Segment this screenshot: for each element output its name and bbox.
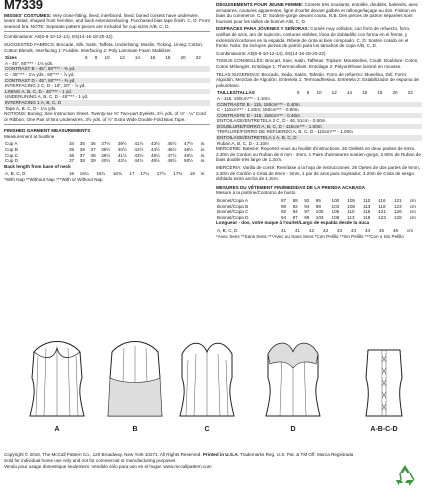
copyright: Copyright © 2016, The McCall Pattern Co., 120 Broadway, New York 10271. All Rights Reserved.: [4, 452, 202, 457]
back-length-label: A, B, C, D: [217, 227, 238, 233]
back-length-cell: 17¼: [140, 171, 150, 177]
trademarks: Trademarks Reg. U.S. Pat. & TM Off. Marca Registrada: [240, 452, 354, 457]
measure-cell: 41½: [134, 141, 144, 147]
measure-cell: 94: [304, 203, 310, 209]
size-cell: 8: [94, 55, 98, 61]
measure-cell: 40½: [117, 147, 127, 153]
size-cell: 10: [316, 90, 322, 96]
yardage-label: INTERFACING 1 A, B, C, D: [4, 100, 210, 106]
size-cell: 12: [119, 55, 125, 61]
measure-cell: 38: [90, 152, 96, 158]
measure-cell: 37: [69, 158, 75, 164]
measure-cell: 89: [292, 198, 298, 203]
corset-illustrations: [0, 338, 426, 433]
measure-unit: cm: [409, 203, 416, 209]
measure-cell: 34: [69, 141, 75, 147]
measure-cell: 40½: [101, 158, 111, 164]
notions-en: NOTIONS: Boning: See Instruction Sheet. Twenty-six ⅜" Two-part Eyelets, 2½ yds. of ⅛" - ¼" Cord or Ribbon, One Pair of Bra Underwires, 3½ yds. of ½" Extra Wide Double Fold Bias Tape.: [4, 111, 206, 122]
yardage-label: C - 115cm*** - 1.20m; 150cm*** - 0.80m: [217, 107, 299, 113]
description-en-title: MISSES' COSTUMES:: [4, 12, 52, 18]
view-label-a: A: [54, 426, 60, 433]
size-cell: 18: [165, 55, 171, 61]
measure-cell: 89: [281, 203, 287, 209]
measure-label: Bonnet/Copa D: [217, 214, 249, 220]
measure-cell: 42½: [134, 147, 144, 153]
measure-cell: 43½: [150, 141, 160, 147]
measure-label: Bonnet/Copa C: [217, 209, 249, 215]
back-length-title-fr: Longueur - dos, votre nuque à l'ourlet/Largo de espalda desde la nuca: [216, 220, 370, 226]
measure-unit: in.: [200, 152, 206, 158]
measure-cell: 113: [363, 203, 371, 209]
measure-cell: 103: [315, 214, 324, 220]
measure-cell: 43½: [134, 152, 144, 158]
yardage-label: Ruban A, B, C, D - 1.10m: [217, 140, 269, 146]
yardage-table-fr: [216, 90, 422, 146]
corset-view-b-drawing: [104, 338, 166, 424]
size-cell: 22: [407, 90, 413, 96]
back-length-unit: in.: [200, 171, 206, 177]
measure-cell: 105: [347, 198, 355, 203]
corset-view-a-drawing: [26, 338, 88, 424]
description-en: [4, 13, 210, 30]
view-label-back: A-B-C-D: [370, 426, 398, 433]
description-es-title: DISFRACES PARA JÓVENES Y SEÑORAS:: [216, 26, 310, 32]
measure-cell: 37: [90, 147, 96, 153]
measure-cell: 95: [315, 198, 321, 203]
size-cell: 6: [297, 90, 300, 96]
yardage-label: A - 115, 150cm*** - 1.10m: [217, 95, 270, 101]
description-es-body: Corsés muy ceñidos, con forro de refuerzo, forro, varillas de aros, aro de sujeción, costuras visibles, línea de dobladillo con forma en el frente, y extensión/cordones en la espalda. Ribete de cinta al bies comprado. C, D: Sostén cosido en el frente. Nota: Se incluyen piezas de patrón para los tamaños de copa A/B, C, D.: [216, 26, 411, 49]
back-length-cell: 44: [351, 227, 357, 233]
measure-label: Bonnet/Copa B: [217, 203, 249, 209]
measure-cell: 92: [292, 203, 298, 209]
pattern-number: M7339: [4, 0, 43, 12]
description-es: [216, 26, 422, 48]
back-length-unit: cm: [407, 227, 414, 233]
notions-fr: MERCERIE: Baleine: Reportez-vous au feuillet d'instructions. 26 Oeillets en deux parties de 6mm, 2.30m de Cordon ou Ruban de 6 mm - 3mm, 1 Paire d'armatures soutien-gorge, 2.60m de Ruban de biais double très large de 1.3cm.: [216, 146, 421, 163]
measure-cell: 39: [90, 158, 96, 164]
yardage-label: CONTRAST B - 45", 60"*** - ⅜ yd.: [4, 66, 210, 72]
view-label-c: C: [204, 426, 210, 433]
divider: [4, 31, 210, 32]
measure-cell: 37: [79, 152, 85, 158]
sizes-label: TAILLES/TALLAS: [217, 90, 255, 96]
yardage-label: LINING A, B, C, D - 45"*** - 1 yd.: [4, 89, 210, 95]
size-cell: 18: [377, 90, 383, 96]
pattern-number-row: [4, 2, 210, 11]
size-cell: 14: [346, 90, 352, 96]
measure-label: Bonnet/Copa A: [217, 198, 248, 203]
yardage-label: TRIPLURE/FORRO DE REFUERZO A, B, C, D - 115cm*** - 1.00m: [217, 129, 353, 135]
measure-cell: 42½: [117, 158, 127, 164]
measure-cell: 100: [331, 198, 340, 203]
measure-cell: 45½: [150, 152, 160, 158]
back-length-cell: 41: [295, 227, 301, 233]
measurements-title-en: FINISHED GARMENT MEASUREMENTS: [4, 128, 91, 134]
measure-cell: 49½: [184, 152, 193, 158]
back-length-cell: 18: [189, 171, 195, 177]
measure-cell: 123: [378, 214, 386, 220]
yardage-label: CONTRAST D - 45", 60"*** - ⅜ yd.: [4, 78, 210, 84]
measure-cell: 35: [69, 147, 75, 153]
yardage-label: ENTOILAGE/ENTRETELA 2 C, D - 46, 51cm - 0.50m: [217, 118, 326, 124]
back-length-label: A, B, C, D: [5, 171, 26, 177]
measure-cell: 36: [69, 152, 75, 158]
measure-cell: 37½: [101, 141, 111, 147]
right-column: [216, 2, 422, 241]
measure-cell: 38: [79, 158, 85, 164]
measure-cell: 48½: [184, 147, 193, 153]
notions-es: MERCERÍA: Varilla de corsé: Remítase a la hoja de instrucciones. 26 Ojetes de dos partes de 6mm, 2.30m de Cordón o Cinta de 6mm - 3mm, 1 par de aros para Sujetador, 3.20m de Cinta de sesgo doblado extra ancha de 1.3cm.: [216, 165, 420, 182]
made-in: Printed in U.S.A.: [202, 452, 239, 457]
measure-unit: in.: [200, 141, 206, 147]
yardage-label: Tape A, B, C, D - 1⅛ yds.: [5, 105, 57, 111]
measure-cell: 108: [347, 203, 355, 209]
measure-cell: 94: [292, 209, 298, 215]
measure-cell: 47½: [184, 141, 193, 147]
measure-cell: 36: [79, 147, 85, 153]
yardage-label: DOUBLURE/FORRO A, B, C, D - 115cm*** - 1.00m: [216, 124, 422, 130]
corset-view-back-drawing: [362, 338, 406, 424]
measure-cell: 97: [292, 214, 298, 220]
measure-unit: in.: [200, 158, 206, 164]
yardage-table-en: [4, 55, 210, 111]
measure-cell: 45½: [167, 141, 177, 147]
measure-cell: 121: [393, 198, 402, 203]
measurements-table-en: [4, 141, 210, 163]
back-length-cell: 42: [309, 227, 315, 233]
measure-cell: 92: [281, 209, 287, 215]
corset-view-d-drawing: [262, 338, 324, 424]
measure-cell: 100: [315, 209, 324, 215]
measure-cell: 46½: [150, 158, 160, 164]
footer-line-1: [4, 452, 364, 458]
footer: [4, 452, 364, 469]
measure-cell: 38½: [101, 147, 111, 153]
size-cell: 10: [104, 55, 110, 61]
measure-cell: 110: [347, 209, 355, 215]
nap-note-en: *With Nap **Without Nap ***With or Without Nap: [4, 177, 103, 183]
footer-line-2: Sold for individual home use only and not for commercial or manufacturing purposes.: [4, 457, 177, 463]
size-cell: 20: [180, 55, 186, 61]
measure-cell: 110: [363, 198, 371, 203]
view-label-d: D: [290, 426, 296, 433]
measure-unit: cm: [409, 209, 416, 215]
measurements-subtitle-en: Measurement at bustline: [4, 133, 55, 139]
size-cell: 14: [134, 55, 140, 61]
measure-cell: 98: [315, 203, 321, 209]
measure-cell: 128: [393, 214, 402, 220]
back-length-cell: 41: [281, 227, 287, 233]
recycle-icon: [392, 462, 418, 488]
back-length-title-en: Back length from base of neck: [4, 163, 71, 169]
suggested-fabrics-es: TELAS SUGERIDAS: Brocado, Seda, Satén, Tafetán. Forro de refuerzo: Muselina, Dril. Forro: Algodón, Mezclas de Algodón. Entretela 1: Termoadhesiva. Entretela 2: Estabilizador de espuma de poliuretano.: [216, 71, 419, 88]
size-cell: 6: [85, 55, 88, 61]
combinations-fr: Combinaisons: A5(6-8-10-12-14), E5(14-16-18-20-22): [216, 50, 326, 56]
measure-cell: 92: [304, 198, 310, 203]
measure-cell: 46½: [167, 147, 177, 153]
back-length-cell: 44: [365, 227, 371, 233]
measure-cell: 103: [331, 203, 340, 209]
back-length-cell: 43: [337, 227, 343, 233]
view-label-b: B: [132, 426, 138, 433]
measure-cell: 47½: [167, 152, 177, 158]
measurements-title-fr: MESURES DU VÊTEMENT FINI/MEDIDAS DE LA PRENDA ACABADA: [216, 184, 366, 190]
yardage-label: UNDERLINING A, B, C, D - 45"*** - 1 yd.: [5, 94, 89, 100]
combinations-en: Combinations: A5(6-8-10-12-14), E5(14-16-18-20-22): [4, 34, 113, 40]
description-fr: [216, 2, 422, 24]
yardage-label: C - 45"*** - 1⅛ yds.; 60"*** - ⅞ yd.: [5, 71, 75, 77]
measure-cell: 108: [331, 214, 340, 220]
measure-cell: 116: [378, 198, 386, 203]
measure-cell: 44½: [150, 147, 160, 153]
measure-unit: cm: [409, 214, 416, 220]
measure-cell: 126: [393, 209, 402, 215]
suggested-fabrics-fr: TISSUS CONSEILLÉS: Brocart, Soie, Satin, Taffetas. Triplure: Mousseline, Coutil. Doublure: Coton, Coton Mélangés. Entoilage 1: Thermocollant. Entoilage 2: Polyuréthane laminé en mousse.: [216, 58, 419, 69]
measure-label: Cup A: [5, 141, 18, 147]
back-length-cell: 16¼: [79, 171, 89, 177]
measurements-subtitle-fr: Mesure à la poitrine/Contorno de busto: [216, 190, 296, 196]
measure-cell: 50½: [184, 158, 193, 164]
size-cell: 16: [362, 90, 368, 96]
measure-cell: 116: [363, 209, 371, 215]
measure-label: Cup D: [5, 158, 19, 164]
yardage-label: CONTRASTE D - 115, 150cm*** - 0.40m: [216, 113, 422, 119]
size-cell: 16: [150, 55, 156, 61]
back-length-cell: 46: [393, 227, 399, 233]
measure-cell: 39½: [101, 152, 111, 158]
back-length-cell: 16: [69, 171, 75, 177]
yardage-label: A - 45", 60"*** - 1⅛ yds.: [5, 60, 54, 66]
back-length-cell: 17¾: [173, 171, 183, 177]
measure-cell: 39½: [117, 141, 127, 147]
back-length-cell: 17½: [156, 171, 166, 177]
measure-cell: 48½: [167, 158, 177, 164]
measurements-table-fr: [216, 198, 422, 220]
back-length-cell: 43: [323, 227, 329, 233]
measure-cell: 41½: [117, 152, 127, 158]
footer-line-3: Vendu pour usage domestique seulement. Vendido sólo para uso en el hogar. www.mccallpattern.com: [4, 463, 212, 469]
size-cell: 8: [306, 90, 310, 96]
back-length-cell: 45: [379, 227, 385, 233]
size-cell: 20: [392, 90, 398, 96]
suggested-fabrics-en: SUGGESTED FABRICS: Brocade, Silk, Satin, Taffeta. Underlining: Muslin, Ticking. Lining: Cotton, Cotton Blends. Interfacing 1: Fusible. Interfacing 2: Poly Laminate Foam Stabilizer.: [4, 41, 204, 53]
divider: [4, 124, 210, 125]
measure-cell: 118: [363, 214, 371, 220]
nap-note-fr: *Avec Sens **Sans Sens ***Avec ou Sans Sens *Con Pelillo **Sin Pelillo ***Con o Sin Pelillo: [216, 233, 404, 239]
measure-cell: 99: [304, 214, 310, 220]
measure-cell: 113: [347, 214, 355, 220]
yardage-label: ENTOILAGE/ENTRETELA 1 A, B, C, D: [216, 135, 422, 141]
description-en-body: Very close-fitting, lined, interfaced, lined, boned corsets have underwire, seam detail, shaped front hemline, and back extension/lacing. Purchased bias tape finish. C, D: Front seamed bra. NOTE: Separate pattern pieces are included for cup sizes A/B, C, D.: [4, 12, 210, 29]
yardage-label: CONTRASTE B - 115, 150cm*** - 0.40m: [216, 102, 422, 108]
measure-cell: 105: [331, 209, 340, 215]
back-length-cell: 16¾: [112, 171, 122, 177]
corset-view-c-drawing: [176, 338, 238, 424]
measure-cell: 94: [281, 214, 287, 220]
sizes-label: Sizes: [5, 55, 17, 61]
size-cell: 22: [195, 55, 201, 61]
measure-cell: 97: [304, 209, 310, 215]
back-length-cell: 16½: [96, 171, 106, 177]
measure-unit: in.: [200, 147, 206, 153]
measure-cell: 35: [79, 141, 85, 147]
measure-cell: 118: [378, 203, 386, 209]
description-fr-title: DÉGUISEMENTS POUR JEUNE FEMME:: [216, 2, 304, 7]
measure-cell: 87: [281, 198, 287, 203]
measure-cell: 123: [393, 203, 402, 209]
measure-label: Cup C: [5, 152, 19, 158]
measure-unit: cm: [409, 198, 416, 203]
measure-label: Cup B: [5, 147, 18, 153]
left-column: [4, 2, 210, 185]
measure-cell: 121: [378, 209, 386, 215]
size-cell: 12: [331, 90, 337, 96]
yardage-label: INTERFACING 2 C, D - 18", 20" - ⅞ yd.: [5, 83, 86, 89]
measure-cell: 36: [90, 141, 96, 147]
description-fr-body: Corsets très moulants, entoilés, doublés, baleinés, avec armatures, coutures apparentes, ligne d'ourlet devant galbée et rallonge/laçage au dos. Finition en biais du commerce. C, D: Soutien-gorge devant cousu. N.B. Des pièces de patron séparées sont fournies pour les tailles de bonnet A/B, C, D.: [216, 2, 419, 24]
back-length-cell: 17: [129, 171, 135, 177]
measure-cell: 44½: [134, 158, 144, 164]
